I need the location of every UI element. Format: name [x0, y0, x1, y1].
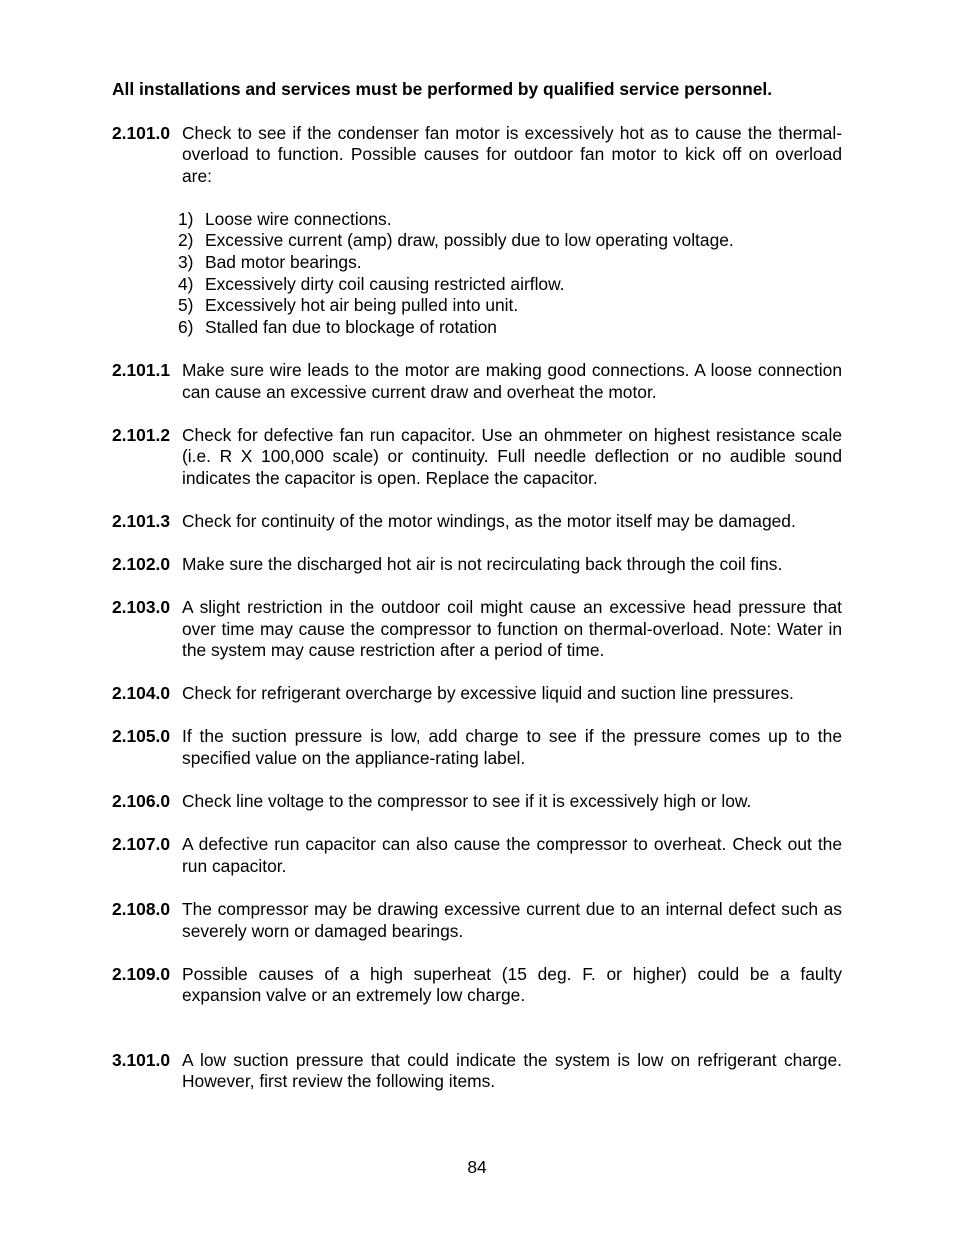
section-number: 3.101.0	[112, 1049, 171, 1070]
section-number: 2.106.0	[112, 791, 171, 812]
list-item	[178, 274, 842, 296]
list-item-text: Excessively hot air being pulled into unit.	[205, 295, 519, 316]
document-body	[112, 79, 842, 1115]
spacer	[112, 1028, 842, 1050]
section-text: The compressor may be drawing excessive current due to an internal defect such as severely worn or damaged bearings.	[182, 898, 842, 941]
list-item	[178, 295, 842, 317]
section-text: Check for refrigerant overcharge by excessive liquid and suction line pressures.	[182, 683, 794, 704]
list-item	[178, 252, 842, 274]
section-number: 2.105.0	[112, 726, 171, 747]
section-2-101-2	[112, 425, 842, 490]
section-2-101-3	[112, 511, 842, 533]
section-text: Check line voltage to the compressor to see if it is excessively high or low.	[182, 791, 752, 812]
section-number: 2.102.0	[112, 554, 171, 574]
section-text: A defective run capacitor can also cause the compressor to overheat. Check out the run capacitor.	[182, 834, 842, 876]
list-item-number: 3)	[178, 252, 194, 273]
section-2-107-0	[112, 834, 842, 877]
list-item-text: Bad motor bearings.	[205, 252, 362, 273]
section-number: 2.109.0	[112, 963, 171, 984]
section-2-101-1	[112, 360, 842, 403]
section-text: Check to see if the condenser fan motor is excessively hot as to cause the thermal-overload to function. Possible causes for outdoor fan motor to kick off on overload are:	[182, 122, 842, 186]
section-number: 2.104.0	[112, 683, 171, 704]
section-2-105-0	[112, 726, 842, 769]
section-number: 2.101.0	[112, 122, 171, 143]
list-item-number: 5)	[178, 295, 194, 316]
page-number: 84	[467, 1157, 487, 1177]
list-item-text: Excessively dirty coil causing restricted airflow.	[205, 273, 565, 294]
section-number: 2.103.0	[112, 597, 171, 618]
section-3-101-0	[112, 1050, 842, 1093]
section-text: Make sure the discharged hot air is not recirculating back through the coil fins.	[182, 554, 783, 574]
list-item-text: Stalled fan due to blockage of rotation	[205, 316, 497, 337]
section-2-101-0	[112, 123, 842, 188]
safety-notice: All installations and services must be performed by qualified service personnel.	[112, 79, 773, 99]
section-number: 2.101.3	[112, 510, 171, 531]
list-item	[178, 230, 842, 252]
section-number: 2.101.2	[112, 424, 171, 445]
section-number: 2.101.1	[112, 359, 171, 380]
list-item-text: Excessive current (amp) draw, possibly due to low operating voltage.	[205, 230, 734, 251]
section-number: 2.107.0	[112, 834, 171, 855]
section-text: Possible causes of a high superheat (15 deg. F. or higher) could be a faulty expansion valve or an extremely low charge.	[182, 963, 842, 1006]
list-item	[178, 209, 842, 231]
section-text: If the suction pressure is low, add charge to see if the pressure comes up to the specified value on the appliance-rating label.	[182, 726, 842, 769]
section-2-102-0	[112, 554, 842, 576]
section-text: A low suction pressure that could indicate the system is low on refrigerant charge. However, first review the following items.	[182, 1049, 842, 1092]
section-2-108-0	[112, 899, 842, 942]
section-text: A slight restriction in the outdoor coil might cause an excessive head pressure that over time may cause the compressor to function on thermal-overload. Note: Water in the system may cause restriction after a period of time.	[182, 597, 842, 661]
section-2-109-0	[112, 964, 842, 1007]
list-item-text: Loose wire connections.	[205, 208, 392, 229]
section-2-103-0	[112, 597, 842, 662]
section-2-104-0	[112, 683, 842, 705]
section-text: Check for defective fan run capacitor. Use an ohmmeter on highest resistance scale (i.e. R X 100,000 scale) or continuity. Full needle deflection or no audible sound indicates the capacitor is open. Replace the capacitor.	[182, 424, 842, 488]
list-item-number: 1)	[178, 208, 194, 229]
list-item	[178, 317, 842, 339]
list-item-number: 2)	[178, 230, 194, 251]
section-number: 2.108.0	[112, 898, 171, 919]
section-text: Make sure wire leads to the motor are making good connections. A loose connection can cause an excessive current draw and overheat the motor.	[182, 359, 842, 402]
section-text: Check for continuity of the motor windings, as the motor itself may be damaged.	[182, 510, 796, 531]
section-2-106-0	[112, 791, 842, 813]
list-item-number: 4)	[178, 273, 194, 294]
list-item-number: 6)	[178, 316, 194, 337]
possible-causes-list	[112, 209, 842, 339]
